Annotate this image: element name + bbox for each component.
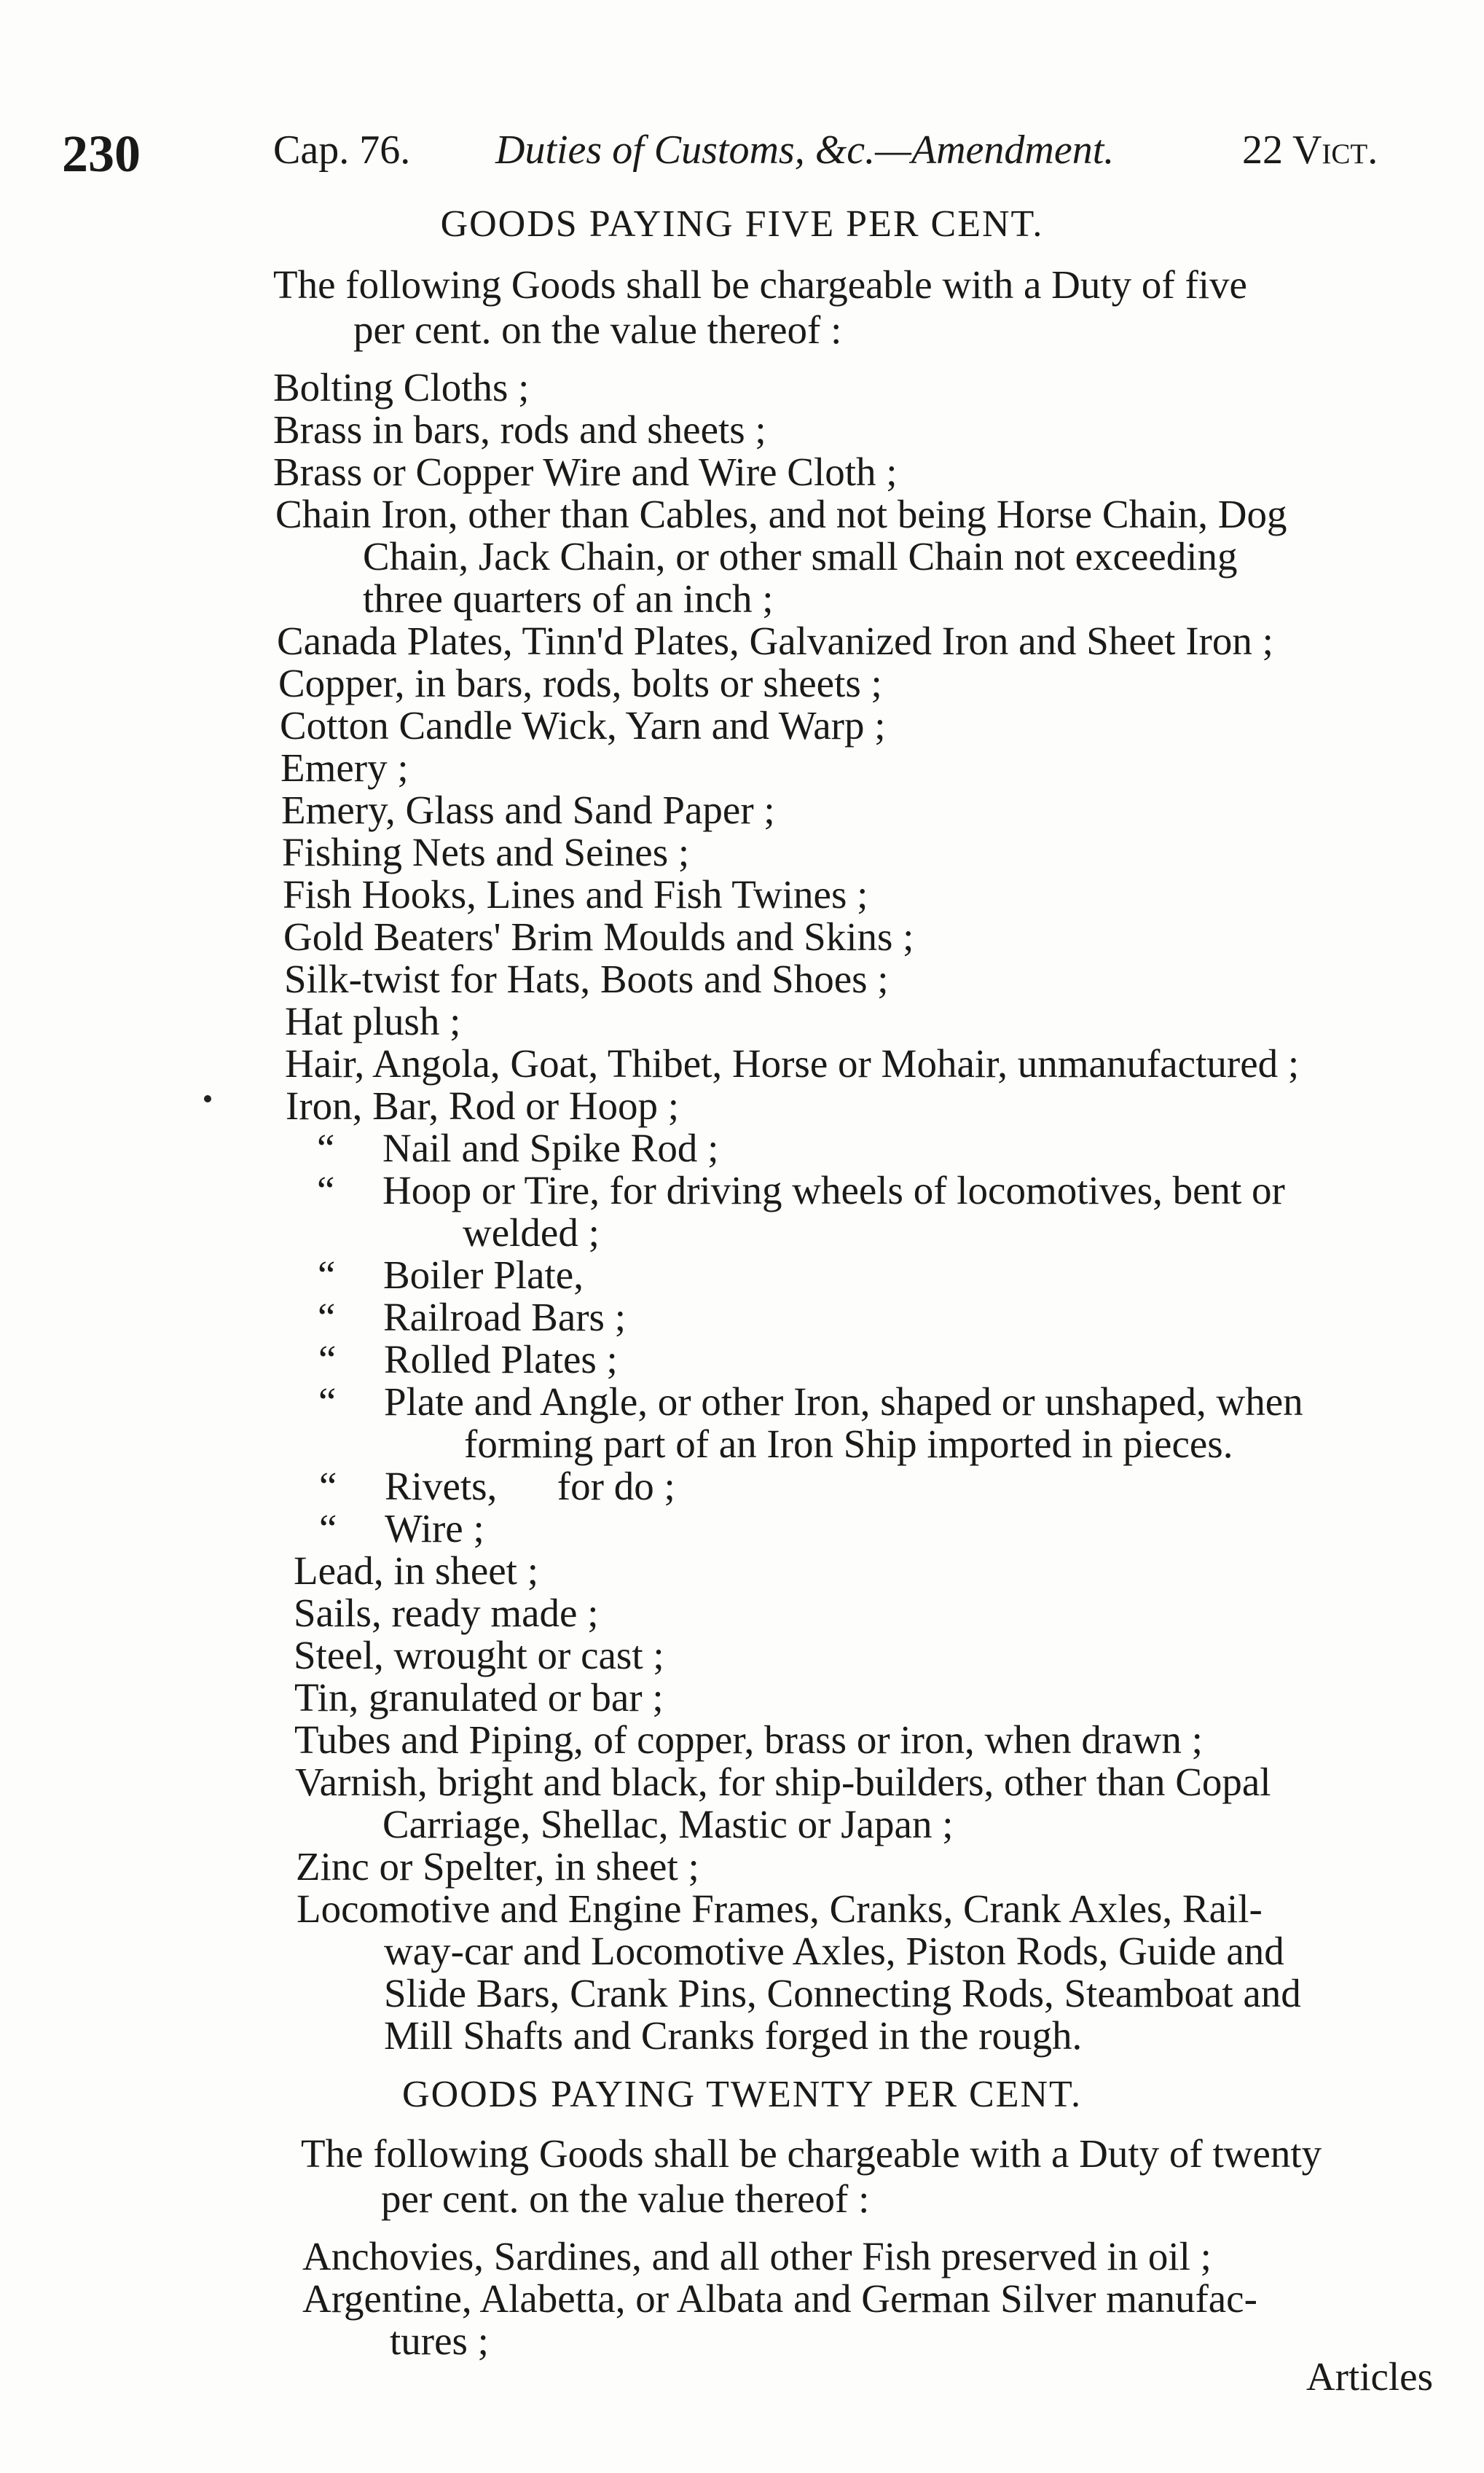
sub-list-item: “ Rolled Plates ; — [318, 1337, 618, 1381]
intro-line: The following Goods shall be chargeable with a Duty of twenty — [301, 2131, 1322, 2176]
list-item: Tin, granulated or bar ; — [294, 1675, 664, 1720]
intro-twenty-percent — [301, 2131, 1322, 2222]
list-item: Copper, in bars, rods, bolts or sheets ; — [278, 661, 882, 705]
sub-list-item: “ Plate and Angle, or other Iron, shaped or unshaped, when forming part of an Iron Ship imported in pieces. — [318, 1379, 1303, 1466]
sub-list-item: “ Rivets, for do ; — [319, 1464, 675, 1508]
list-item: Emery, Glass and Sand Paper ; — [281, 788, 775, 832]
running-header — [0, 124, 1484, 197]
list-item: Brass or Copper Wire and Wire Cloth ; — [273, 450, 898, 494]
list-item: Hair, Angola, Goat, Thibet, Horse or Mohair, unmanufactured ; — [285, 1041, 1300, 1086]
sub-list-item: “ Nail and Spike Rod ; — [317, 1126, 719, 1170]
sub-list-item: “ Wire ; — [319, 1506, 484, 1551]
list-item: Bolting Cloths ; — [273, 365, 530, 409]
list-item: Fishing Nets and Seines ; — [282, 830, 690, 874]
margin-mark — [204, 1095, 211, 1102]
page-number: 230 — [62, 125, 141, 183]
intro-line: per cent. on the value thereof : — [353, 307, 842, 352]
list-item: Chain Iron, other than Cables, and not being Horse Chain, Dog Chain, Jack Chain, or other small Chain not exceeding three quarters of an inch ; — [275, 492, 1287, 621]
list-item: Tubes and Piping, of copper, brass or iron, when drawn ; — [294, 1717, 1203, 1762]
chapter-number: Cap. 76. — [273, 128, 411, 173]
running-title: Duties of Customs, &c.—Amendment. — [495, 128, 1115, 173]
intro-five-percent — [273, 262, 1247, 353]
list-item: Silk-twist for Hats, Boots and Shoes ; — [284, 957, 889, 1001]
list-item: Gold Beaters' Brim Moulds and Skins ; — [283, 914, 914, 959]
sub-list-item: “ Boiler Plate, — [318, 1253, 584, 1297]
list-item: Steel, wrought or cast ; — [294, 1633, 664, 1677]
list-item: Zinc or Spelter, in sheet ; — [296, 1844, 699, 1889]
list-item: Argentine, Alabetta, or Albata and German Silver manufac- tures ; — [302, 2276, 1257, 2363]
catchword: Articles — [1306, 2354, 1433, 2399]
list-item: Locomotive and Engine Frames, Cranks, Crank Axles, Rail- way-car and Locomotive Axles, Piston Rods, Guide and Slide Bars, Crank Pins, Connecting Rods, Steamboat and Mill Shafts and Cranks forged in the rough. — [297, 1886, 1301, 2058]
list-item: Anchovies, Sardines, and all other Fish preserved in oil ; — [302, 2234, 1212, 2278]
list-item: Canada Plates, Tinn'd Plates, Galvanized Iron and Sheet Iron ; — [277, 619, 1273, 663]
intro-line: per cent. on the value thereof : — [381, 2176, 870, 2221]
section-heading-five-percent: GOODS PAYING FIVE PER CENT. — [440, 203, 1044, 245]
regnal-year: 22 Vict. — [1242, 128, 1378, 173]
list-item: Cotton Candle Wick, Yarn and Warp ; — [280, 703, 886, 748]
list-item: Iron, Bar, Rod or Hoop ; — [286, 1083, 680, 1128]
sub-list-item: “ Hoop or Tire, for driving wheels of locomotives, bent or welded ; — [317, 1168, 1285, 1255]
list-item: Lead, in sheet ; — [294, 1548, 538, 1593]
list-item: Brass in bars, rods and sheets ; — [273, 407, 766, 452]
sub-list-item: “ Railroad Bars ; — [318, 1295, 626, 1339]
list-item: Hat plush ; — [285, 999, 461, 1043]
list-item: Sails, ready made ; — [294, 1591, 599, 1635]
list-item: Varnish, bright and black, for ship-builders, other than Copal Carriage, Shellac, Mastic or Japan ; — [295, 1760, 1271, 1846]
list-item: Emery ; — [280, 745, 409, 790]
intro-line: The following Goods shall be chargeable with a Duty of five — [273, 262, 1247, 307]
section-heading-twenty-percent: GOODS PAYING TWENTY PER CENT. — [402, 2074, 1082, 2115]
list-item: Fish Hooks, Lines and Fish Twines ; — [283, 872, 868, 917]
